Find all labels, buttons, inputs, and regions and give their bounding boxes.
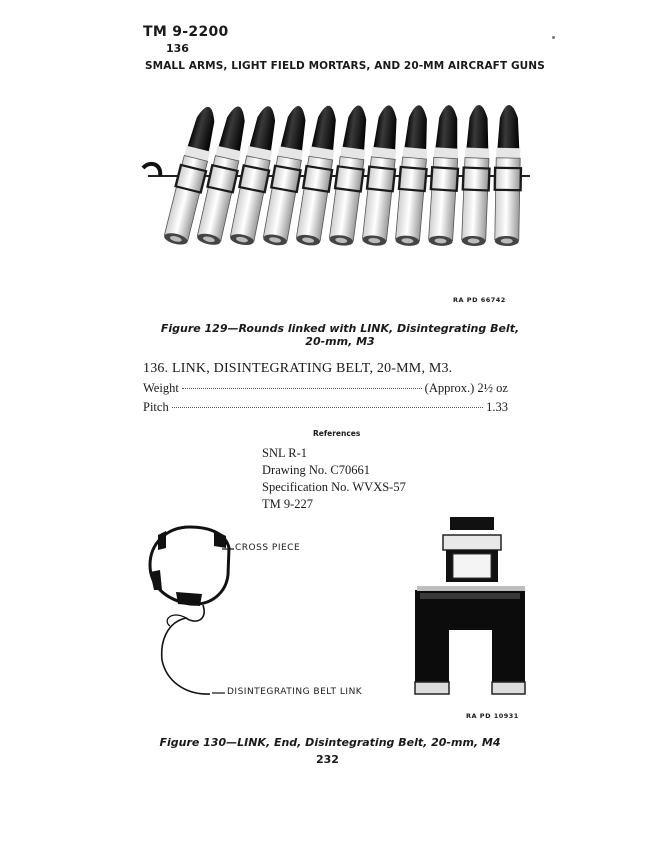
paragraph-ref: 136 — [166, 42, 189, 55]
reference-item: TM 9-227 — [262, 497, 314, 511]
spec-value: (Approx.) 2½ oz — [424, 381, 508, 395]
callout-belt-link: DISINTEGRATING BELT LINK — [227, 687, 363, 697]
page-number: 232 — [316, 753, 339, 766]
manual-id: TM 9-2200 — [143, 24, 229, 40]
reference-item: Specification No. WVXS-57 — [262, 480, 406, 494]
figure-129-ra-label: RA PD 66742 — [453, 296, 506, 304]
figure-129-caption-line1: Figure 129—Rounds linked with LINK, Disintegrating Belt, — [160, 322, 520, 335]
spec-label: Pitch — [143, 400, 169, 414]
references-title: References — [313, 429, 361, 438]
reference-item: Drawing No. C70661 — [262, 463, 370, 477]
figure-129-caption-line2: 20-mm, M3 — [305, 335, 375, 348]
section-heading: 136. LINK, DISINTEGRATING BELT, 20-MM, M3. — [143, 361, 453, 376]
figure-130-caption: Figure 130—LINK, End, Disintegrating Belt, 20-mm, M4 — [159, 736, 501, 749]
figure-130-ra-label: RA PD 10931 — [466, 712, 519, 720]
callout-cross-piece: CROSS PIECE — [235, 543, 301, 553]
running-title: SMALL ARMS, LIGHT FIELD MORTARS, AND 20-MM AIRCRAFT GUNS — [145, 60, 545, 72]
reference-item: SNL R-1 — [262, 446, 308, 460]
spec-value: 1.33 — [486, 400, 508, 414]
spec-label: Weight — [143, 381, 179, 395]
